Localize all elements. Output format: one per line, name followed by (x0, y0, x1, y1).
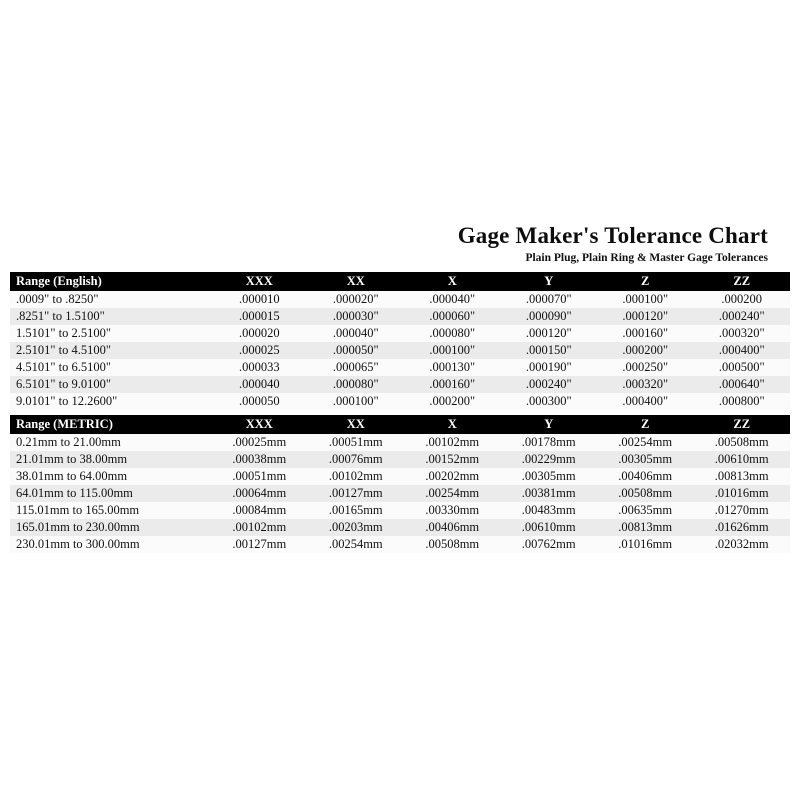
cell-xx: .00203mm (308, 519, 404, 536)
cell-range: 21.01mm to 38.00mm (10, 451, 211, 468)
column-header-y-metric: Y (500, 415, 596, 434)
cell-z: .00508mm (597, 485, 693, 502)
table-header-english (10, 272, 790, 291)
column-header-zz-english: ZZ (693, 272, 790, 291)
cell-range: 38.01mm to 64.00mm (10, 468, 211, 485)
column-header-range-english: Range (English) (10, 272, 211, 291)
table-row (10, 519, 790, 536)
table-row (10, 434, 790, 451)
cell-xx: .00127mm (308, 485, 404, 502)
cell-x: .00152mm (404, 451, 500, 468)
cell-xxx: .000040 (211, 376, 307, 393)
cell-range: .8251" to 1.5100" (10, 308, 211, 325)
cell-x: .000080" (404, 325, 500, 342)
cell-x: .00406mm (404, 519, 500, 536)
cell-xxx: .000010 (211, 291, 307, 308)
cell-range: 230.01mm to 300.00mm (10, 536, 211, 553)
cell-xx: .00076mm (308, 451, 404, 468)
cell-xxx: .00084mm (211, 502, 307, 519)
cell-range: 2.5101" to 4.5100" (10, 342, 211, 359)
cell-zz: .000240" (693, 308, 790, 325)
cell-y: .000090" (500, 308, 596, 325)
cell-xx: .00165mm (308, 502, 404, 519)
cell-z: .00406mm (597, 468, 693, 485)
table-row (10, 502, 790, 519)
table-row (10, 485, 790, 502)
table-row (10, 359, 790, 376)
cell-zz: .00508mm (693, 434, 790, 451)
cell-z: .00635mm (597, 502, 693, 519)
cell-y: .00229mm (500, 451, 596, 468)
cell-xx: .00051mm (308, 434, 404, 451)
tolerance-chart (10, 222, 790, 553)
cell-range: 0.21mm to 21.00mm (10, 434, 211, 451)
column-header-z-english: Z (597, 272, 693, 291)
cell-x: .00202mm (404, 468, 500, 485)
cell-z: .000200" (597, 342, 693, 359)
cell-y: .000070" (500, 291, 596, 308)
cell-xxx: .000025 (211, 342, 307, 359)
cell-xx: .000040" (308, 325, 404, 342)
cell-y: .00305mm (500, 468, 596, 485)
column-header-range-metric: Range (METRIC) (10, 415, 211, 434)
cell-zz: .000200 (693, 291, 790, 308)
cell-zz: .00813mm (693, 468, 790, 485)
cell-range: 4.5101" to 6.5100" (10, 359, 211, 376)
cell-y: .00610mm (500, 519, 596, 536)
cell-x: .000040" (404, 291, 500, 308)
cell-range: 6.5101" to 9.0100" (10, 376, 211, 393)
column-header-z-metric: Z (597, 415, 693, 434)
cell-xx: .000030" (308, 308, 404, 325)
column-header-x-metric: X (404, 415, 500, 434)
cell-xxx: .000015 (211, 308, 307, 325)
cell-range: 9.0101" to 12.2600" (10, 393, 211, 410)
cell-x: .00254mm (404, 485, 500, 502)
cell-z: .000100" (597, 291, 693, 308)
cell-xxx: .00025mm (211, 434, 307, 451)
cell-zz: .01626mm (693, 519, 790, 536)
cell-z: .00254mm (597, 434, 693, 451)
cell-z: .000320" (597, 376, 693, 393)
title-block (10, 222, 790, 266)
table-row (10, 393, 790, 410)
column-header-xx-metric: XX (308, 415, 404, 434)
cell-xx: .000100" (308, 393, 404, 410)
cell-y: .00483mm (500, 502, 596, 519)
table-row (10, 468, 790, 485)
cell-y: .000300" (500, 393, 596, 410)
cell-range: 115.01mm to 165.00mm (10, 502, 211, 519)
table-row (10, 308, 790, 325)
table-row (10, 325, 790, 342)
cell-y: .00381mm (500, 485, 596, 502)
table-body-english (10, 272, 790, 553)
page-title: Gage Maker's Tolerance Chart (457, 223, 768, 248)
cell-xxx: .00127mm (211, 536, 307, 553)
cell-x: .000100" (404, 342, 500, 359)
cell-xxx: .000033 (211, 359, 307, 376)
cell-y: .000120" (500, 325, 596, 342)
cell-xx: .000020" (308, 291, 404, 308)
column-header-xx-english: XX (308, 272, 404, 291)
cell-xx: .00254mm (308, 536, 404, 553)
table-row (10, 342, 790, 359)
column-header-x-english: X (404, 272, 500, 291)
cell-z: .01016mm (597, 536, 693, 553)
cell-xxx: .00102mm (211, 519, 307, 536)
cell-range: 1.5101" to 2.5100" (10, 325, 211, 342)
column-header-xxx-english: XXX (211, 272, 307, 291)
cell-zz: .02032mm (693, 536, 790, 553)
cell-y: .00762mm (500, 536, 596, 553)
column-header-y-english: Y (500, 272, 596, 291)
cell-xx: .00102mm (308, 468, 404, 485)
cell-x: .000060" (404, 308, 500, 325)
page-subtitle: Plain Plug, Plain Ring & Master Gage Tolerances (525, 252, 768, 264)
cell-x: .000200" (404, 393, 500, 410)
cell-x: .00508mm (404, 536, 500, 553)
cell-xxx: .000050 (211, 393, 307, 410)
cell-zz: .000800" (693, 393, 790, 410)
cell-xx: .000065" (308, 359, 404, 376)
table-row (10, 376, 790, 393)
cell-z: .000160" (597, 325, 693, 342)
cell-xxx: .00064mm (211, 485, 307, 502)
column-header-zz-metric: ZZ (693, 415, 790, 434)
cell-z: .000400" (597, 393, 693, 410)
cell-x: .000130" (404, 359, 500, 376)
table-row (10, 451, 790, 468)
cell-zz: .000640" (693, 376, 790, 393)
column-header-xxx-metric: XXX (211, 415, 307, 434)
cell-y: .00178mm (500, 434, 596, 451)
cell-range: 165.01mm to 230.00mm (10, 519, 211, 536)
cell-z: .000120" (597, 308, 693, 325)
cell-xx: .000080" (308, 376, 404, 393)
cell-z: .00813mm (597, 519, 693, 536)
cell-xxx: .00051mm (211, 468, 307, 485)
cell-z: .000250" (597, 359, 693, 376)
cell-range: .0009" to .8250" (10, 291, 211, 308)
cell-zz: .000320" (693, 325, 790, 342)
cell-y: .000150" (500, 342, 596, 359)
cell-xxx: .00038mm (211, 451, 307, 468)
cell-y: .000190" (500, 359, 596, 376)
cell-zz: .01016mm (693, 485, 790, 502)
cell-xxx: .000020 (211, 325, 307, 342)
table-row (10, 536, 790, 553)
cell-x: .000160" (404, 376, 500, 393)
cell-x: .00330mm (404, 502, 500, 519)
cell-xx: .000050" (308, 342, 404, 359)
cell-zz: .000400" (693, 342, 790, 359)
cell-z: .00305mm (597, 451, 693, 468)
cell-range: 64.01mm to 115.00mm (10, 485, 211, 502)
cell-zz: .01270mm (693, 502, 790, 519)
cell-y: .000240" (500, 376, 596, 393)
tolerance-table (10, 272, 790, 553)
cell-zz: .00610mm (693, 451, 790, 468)
table-header-metric (10, 415, 790, 434)
table-row (10, 291, 790, 308)
cell-zz: .000500" (693, 359, 790, 376)
cell-x: .00102mm (404, 434, 500, 451)
